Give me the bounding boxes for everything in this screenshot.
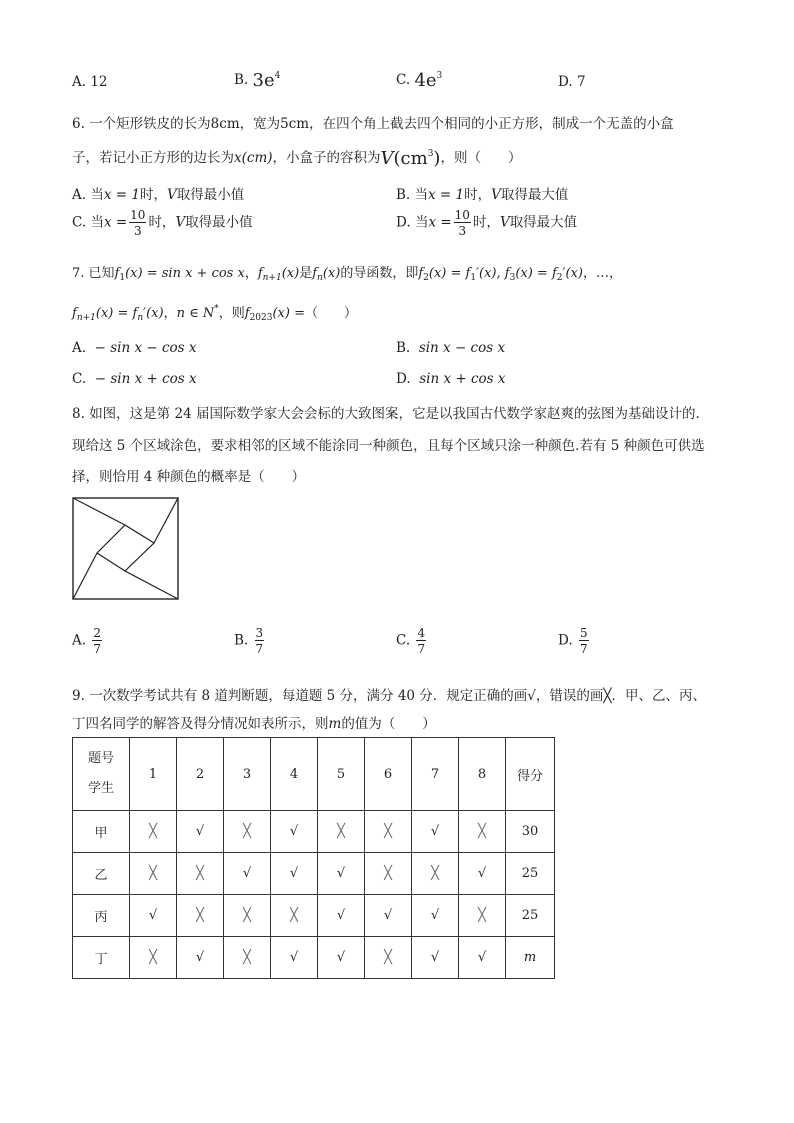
mark-cell: ╳ — [130, 811, 177, 853]
student-name: 丁 — [73, 937, 130, 979]
mark-cell: √ — [412, 895, 459, 937]
segment-bottom-left — [73, 553, 97, 599]
mark-cell: √ — [365, 895, 412, 937]
table-row — [73, 853, 555, 895]
score-header: 得分 — [506, 738, 555, 811]
q6-stem-line2: 子，若记小正方形的边长为x(cm)，小盒子的容积为$V(cm^3)$，则（ ） — [72, 148, 522, 169]
q9-stem-line2: 丁四名同学的解答及得分情况如表所示，则m的值为（ ） — [72, 716, 436, 732]
table-row — [73, 811, 555, 853]
table-row — [73, 937, 555, 979]
answer-score-table — [72, 737, 555, 979]
col-header-2: 2 — [177, 738, 224, 811]
mark-cell: √ — [459, 937, 506, 979]
segment-bottom-right — [125, 571, 178, 599]
q7-option-a: A. − sin x − cos x — [72, 340, 197, 356]
score-cell: 25 — [506, 853, 555, 895]
q6-option-b: B. 当x = 1时，V取得最大值 — [396, 187, 569, 203]
mark-cell: ╳ — [130, 853, 177, 895]
mark-cell: √ — [459, 853, 506, 895]
zhao-shuang-string-diagram — [72, 497, 180, 601]
q7-stem-line2: $f_{n+1}(x) = f_n'(x)$，n ∈ N*，则$f_{2023}(x)$ =（ ） — [72, 304, 357, 323]
student-name: 丙 — [73, 895, 130, 937]
segment-top-right — [154, 498, 178, 543]
q6-stem-line1: 6. 一个矩形铁皮的长为8cm，宽为5cm，在四个角上截去四个相同的小正方形，制成一个无盖的小盒 — [72, 116, 674, 132]
mark-cell: √ — [412, 937, 459, 979]
score-cell: 25 — [506, 895, 555, 937]
q8-option-d: D. $\frac{5}{7}$ — [558, 626, 588, 656]
mark-cell: ╳ — [224, 811, 271, 853]
q8-stem-line1: 8. 如图，这是第 24 届国际数学家大会会标的大致图案，它是以我国古代数学家赵爽的弦图为基础设计的. — [72, 406, 700, 422]
mark-cell: ╳ — [224, 937, 271, 979]
mark-cell: ╳ — [365, 937, 412, 979]
col-header-8: 8 — [459, 738, 506, 811]
mark-cell: √ — [177, 811, 224, 853]
mark-cell: √ — [271, 853, 318, 895]
outer-square — [73, 498, 178, 599]
table-header-row — [73, 738, 555, 811]
q6-option-a: A. 当x = 1时，V取得最小值 — [72, 187, 245, 203]
col-header-5: 5 — [318, 738, 365, 811]
q9-stem-line1: 9. 一次数学考试共有 8 道判断题，每道题 5 分，满分 40 分．规定正确的画√，错误的画╳．甲、乙、丙、 — [72, 688, 707, 704]
q8-option-c: C. $\frac{4}{7}$ — [396, 626, 426, 656]
mark-cell: ╳ — [412, 853, 459, 895]
q6-option-c-fraction: $\frac{10}{3}$ — [130, 208, 146, 238]
q5-option-d: D. 7 — [558, 74, 586, 90]
q7-option-c: C. − sin x + cos x — [72, 371, 197, 387]
score-cell: 30 — [506, 811, 555, 853]
q5-option-a: A. 12 — [72, 74, 108, 90]
mark-cell: √ — [271, 937, 318, 979]
q5-option-c: C. $4e^3$ — [396, 70, 443, 91]
score-cell: m — [506, 937, 555, 979]
corner-header-cell: 题号 学生 — [73, 738, 130, 811]
student-name: 甲 — [73, 811, 130, 853]
mark-cell: √ — [177, 937, 224, 979]
mark-cell: √ — [318, 937, 365, 979]
segment-top-left — [73, 498, 125, 525]
q8-stem-line3: 择，则恰用 4 种颜色的概率是（ ） — [72, 469, 306, 485]
mark-cell: √ — [271, 811, 318, 853]
col-header-7: 7 — [412, 738, 459, 811]
q5-option-b: B. $3e^4$ — [234, 70, 281, 91]
mark-cell: √ — [130, 895, 177, 937]
q7-option-b: B. sin x − cos x — [396, 340, 506, 356]
q6-option-c: C. 当x = $\frac{10}{3}$ 时，V取得最小值 — [72, 208, 253, 238]
q8-option-b: B. $\frac{3}{7}$ — [234, 626, 264, 656]
col-header-4: 4 — [271, 738, 318, 811]
col-header-6: 6 — [365, 738, 412, 811]
q8-stem-line2: 现给这 5 个区域涂色，要求相邻的区域不能涂同一种颜色，且每个区域只涂一种颜色.若有 5 种颜色可供选 — [72, 438, 705, 454]
mark-cell: ╳ — [365, 811, 412, 853]
mark-cell: ╳ — [365, 853, 412, 895]
mark-cell: ╳ — [318, 811, 365, 853]
mark-cell: √ — [412, 811, 459, 853]
student-name: 乙 — [73, 853, 130, 895]
mark-cell: ╳ — [224, 895, 271, 937]
mark-cell: ╳ — [130, 937, 177, 979]
q6-option-d: D. 当x = $\frac{10}{3}$ 时，V取得最大值 — [396, 208, 578, 238]
mark-cell: √ — [224, 853, 271, 895]
q8-option-a: A. $\frac{2}{7}$ — [72, 626, 101, 656]
inner-square — [97, 525, 154, 571]
mark-cell: √ — [318, 895, 365, 937]
col-header-3: 3 — [224, 738, 271, 811]
q6-option-d-fraction: $\frac{10}{3}$ — [454, 208, 470, 238]
table-row — [73, 895, 555, 937]
mark-cell: ╳ — [177, 895, 224, 937]
col-header-1: 1 — [130, 738, 177, 811]
mark-cell: ╳ — [459, 895, 506, 937]
mark-cell: ╳ — [177, 853, 224, 895]
q7-stem-line1: 7. 已知$f_1(x) = \sin x + \cos x$，$f_{n+1}(x)$是$f_n(x)$的导函数，即$f_2(x) = f_1'(x)$, $f_3(x) = f_2'(x)$，…， — [72, 266, 622, 283]
mark-cell: ╳ — [459, 811, 506, 853]
mark-cell: √ — [318, 853, 365, 895]
q7-option-d: D. sin x + cos x — [396, 371, 506, 387]
mark-cell: ╳ — [271, 895, 318, 937]
